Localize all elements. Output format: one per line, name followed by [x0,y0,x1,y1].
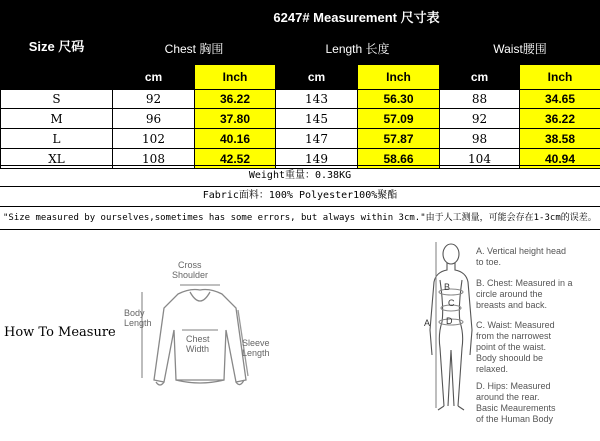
value-cell: 145 [276,109,358,129]
body-length-label: Length [124,318,152,328]
sleeve-length-label: Sleeve [242,338,270,348]
table-row [1,90,600,109]
value-cell: 102 [113,129,195,149]
value-cell: 40.16 [195,129,276,149]
table-row [1,109,600,129]
unit-inch: Inch [195,65,276,90]
value-cell: 88 [440,90,520,109]
waist-header: Waist腰围 [440,32,600,65]
size-cell: XL [1,149,113,169]
value-cell: 98 [440,129,520,149]
marker-a: A [424,318,431,328]
value-cell: 149 [276,149,358,169]
garment-labels [124,260,270,358]
value-cell: 104 [440,149,520,169]
value-cell: 36.22 [195,90,276,109]
value-cell: 42.52 [195,149,276,169]
value-cell: 34.65 [520,90,600,109]
size-note: "Size measured by ourselves,sometimes has some errors, but always within 3cm."由于人工测量，可能会存在1-3cm的误差。 [0,207,600,230]
value-cell: 96 [113,109,195,129]
sleeve-length-label: Length [242,348,270,358]
cross-shoulder-label: Shoulder [172,270,209,280]
size-table [0,0,600,169]
value-cell: 147 [276,129,358,149]
size-header: Size 尺码 [1,1,113,90]
instruction-a: A. Vertical height head to toe. [476,246,567,267]
value-cell: 57.09 [358,109,440,129]
length-header: Length 长度 [276,32,440,65]
value-cell: 57.87 [358,129,440,149]
weight-row: Weight重量：0.38KG [0,165,600,187]
chest-width-label: Width [186,344,210,354]
instruction-b: B. Chest: Measured in a circle around the breasts and back. [476,278,573,310]
marker-d: D [446,316,453,326]
instruction-c: C. Waist: Measured from the narrowest point of the waist. Body shoould be relaxed. [476,320,555,374]
value-cell: 36.22 [520,109,600,129]
table-row [1,129,600,149]
value-cell: 40.94 [520,149,600,169]
size-cell: S [1,90,113,109]
body-figure [430,242,472,410]
instruction-d: D. Hips: Measured around the rear. Basic Meaurements of the Human Body [476,381,556,424]
size-cell: L [1,129,113,149]
cross-shoulder-label: Cross [178,260,202,270]
value-cell: 37.80 [195,109,276,129]
value-cell: 108 [113,149,195,169]
size-cell: M [1,109,113,129]
body-length-label: Body [124,308,145,318]
marker-b: B [444,282,451,292]
value-cell: 58.66 [358,149,440,169]
unit-cm: cm [276,65,358,90]
value-cell: 92 [440,109,520,129]
chest-header: Chest 胸围 [113,32,276,65]
how-to-measure-label: How To Measure [4,325,116,340]
unit-inch: Inch [358,65,440,90]
value-cell: 143 [276,90,358,109]
unit-cm: cm [113,65,195,90]
value-cell: 38.58 [520,129,600,149]
table-title: 6247# Measurement 尺寸表 [113,1,600,32]
fabric-row: Fabric面料：100% Polyester100%聚酯 [0,186,600,207]
unit-cm: cm [440,65,520,90]
value-cell: 92 [113,90,195,109]
marker-c: C [448,298,455,308]
unit-inch: Inch [520,65,600,90]
chest-width-label: Chest [186,334,210,344]
value-cell: 56.30 [358,90,440,109]
